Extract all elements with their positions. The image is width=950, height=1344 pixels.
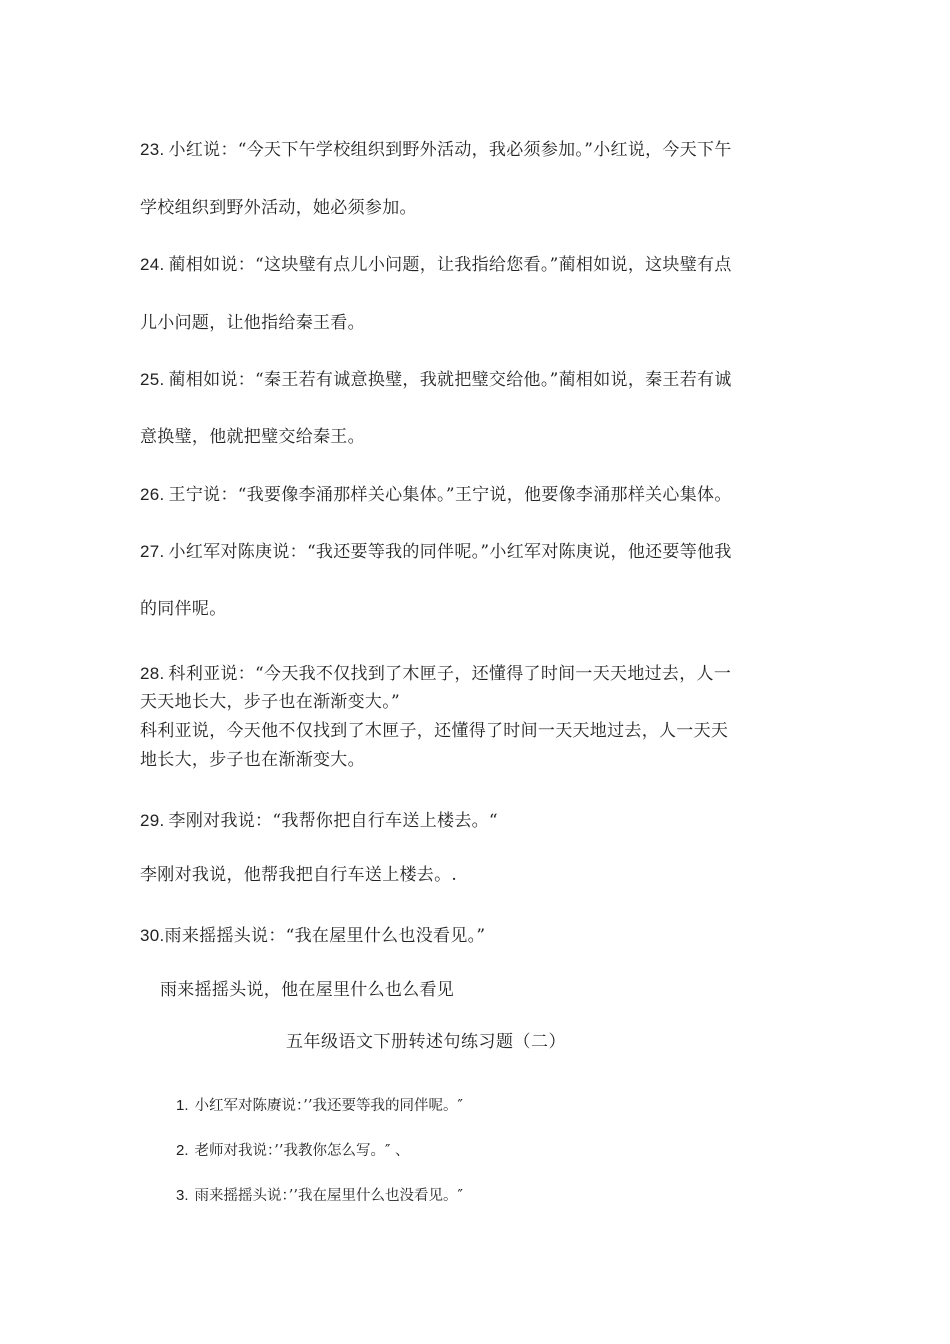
item-number: 28.: [140, 664, 165, 683]
item-number: 24.: [140, 255, 165, 274]
exercise-item-1: [176, 1096, 463, 1116]
item-30-line-1: [140, 925, 485, 947]
item-25-line-1: [140, 369, 732, 391]
exercise-text: 雨来摇摇头说：’’我在屋里什么也没看见。″: [194, 1188, 463, 1204]
item-text: 小红说：“今天下午学校组织到野外活动，我必须参加。”小红说，今天下午: [168, 140, 732, 160]
item-28-line-4: 地长大，步子也在渐渐变大。: [140, 750, 365, 770]
section-title: 五年级语文下册转述句练习题（二）: [286, 1032, 566, 1052]
exercise-text: 老师对我说：’’我教你怎么写。″ 、: [194, 1143, 410, 1159]
item-text: 蔺相如说：“这块璧有点儿小问题，让我指给您看。”蔺相如说，这块璧有点: [168, 255, 732, 275]
item-number: 23.: [140, 140, 165, 159]
item-27-line-1: [140, 541, 732, 563]
exercise-item-2: [176, 1141, 410, 1161]
item-number: 25.: [140, 370, 165, 389]
item-27-line-2: 的同伴呢。: [140, 599, 227, 619]
item-number: 27.: [140, 542, 165, 561]
item-24-line-2: 儿小问题，让他指给秦王看。: [140, 313, 365, 333]
exercise-number: 2.: [176, 1142, 189, 1159]
item-number: 26.: [140, 485, 165, 504]
item-text: 蔺相如说：“秦王若有诚意换璧，我就把璧交给他。”蔺相如说，秦王若有诚: [168, 370, 732, 390]
item-number: 30.: [140, 926, 165, 945]
item-29-line-1: [140, 810, 498, 832]
item-28-line-2: 天天地长大，步子也在渐渐变大。”: [140, 692, 400, 712]
item-28-line-3: 科利亚说，今天他不仅找到了木匣子，还懂得了时间一天天地过去，人一天天: [140, 721, 729, 741]
item-text: 李刚对我说：“我帮你把自行车送上楼去。“: [168, 811, 498, 831]
exercise-text: 小红军对陈赓说：’’我还要等我的同伴呢。″: [194, 1098, 463, 1114]
item-text: 科利亚说：“今天我不仅找到了木匣子，还懂得了时间一天天地过去，人一: [168, 664, 732, 684]
item-23-line-1: [140, 139, 732, 161]
item-28-line-1: [140, 663, 731, 685]
exercise-number: 3.: [176, 1187, 189, 1204]
exercise-number: 1.: [176, 1097, 189, 1114]
item-29-line-2: 李刚对我说，他帮我把自行车送上楼去。.: [140, 865, 458, 885]
item-30-line-2: 雨来摇摇头说，他在屋里什么也么看见: [160, 980, 455, 1000]
item-number: 29.: [140, 811, 165, 830]
item-text: 王宁说：“我要像李涌那样关心集体。”王宁说，他要像李涌那样关心集体。: [168, 485, 732, 505]
item-26-line-1: [140, 484, 732, 506]
item-25-line-2: 意换璧，他就把璧交给秦王。: [140, 427, 365, 447]
item-23-line-2: 学校组织到野外活动，她必须参加。: [140, 198, 417, 218]
item-text: 雨来摇摇头说：“我在屋里什么也没看见。”: [164, 926, 486, 946]
exercise-item-3: [176, 1186, 463, 1206]
item-text: 小红军对陈庚说：“我还要等我的同伴呢。”小红军对陈庚说，他还要等他我: [168, 542, 732, 562]
item-24-line-1: [140, 254, 732, 276]
